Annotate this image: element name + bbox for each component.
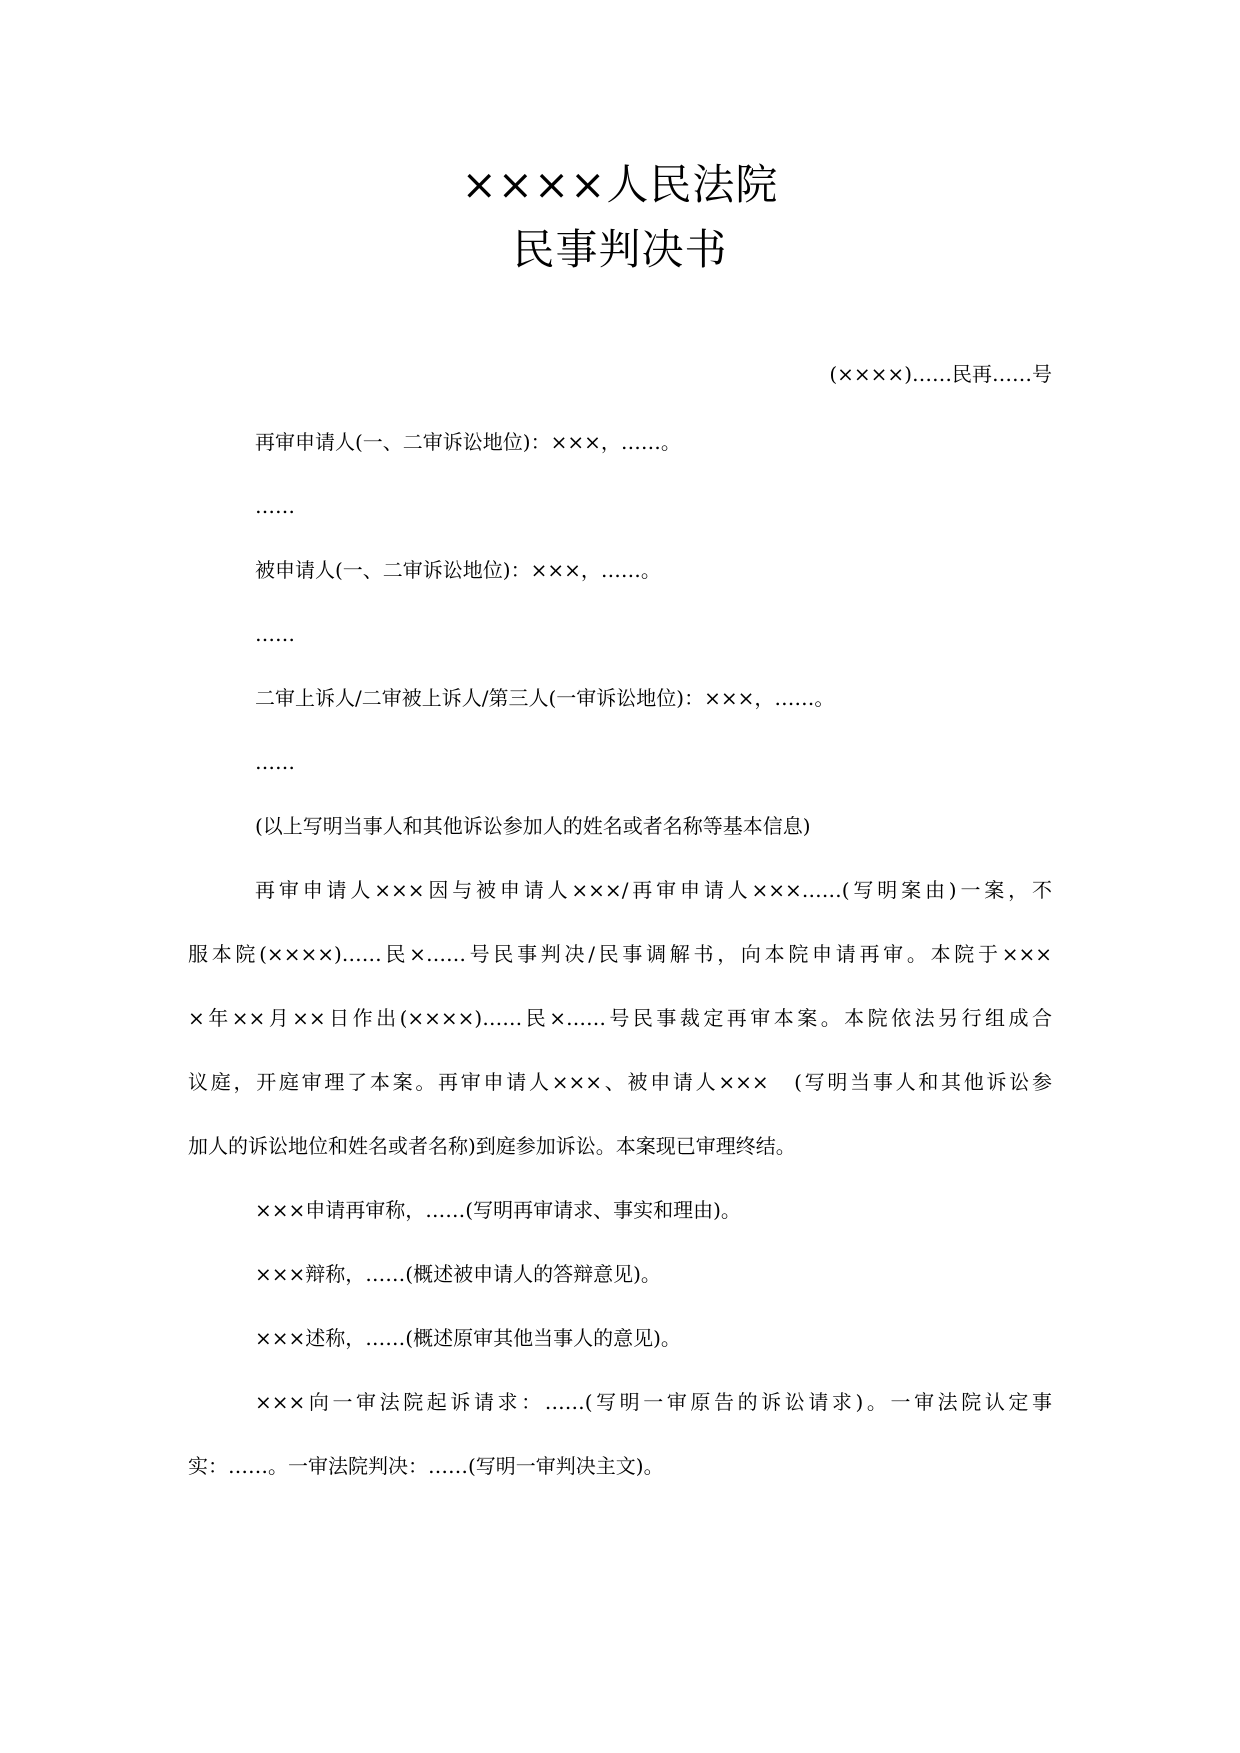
- first-instance-line: ×××向一审法院起诉请求：……(写明一审原告的诉讼请求)。一审法院认定事: [255, 1390, 1052, 1414]
- case-paragraph-line: 议庭，开庭审理了本案。再审申请人×××、被申请人××× (写明当事人和其他诉讼参: [188, 1070, 1052, 1094]
- court-name: ××××人民法院: [461, 160, 779, 209]
- ellipsis-line: ……: [255, 622, 295, 646]
- claim-applicant: ×××申请再审称，……(写明再审请求、事实和理由)。: [255, 1198, 741, 1222]
- case-paragraph-line: 服本院(××××)……民×……号民事判决/民事调解书，向本院申请再审。本院于×××: [188, 942, 1052, 966]
- first-instance-line: 实：……。一审法院判决：……(写明一审判决主文)。: [188, 1454, 664, 1478]
- party-respondent: 被申请人(一、二审诉讼地位)：×××，……。: [255, 558, 661, 582]
- case-number: (××××)……民再……号: [829, 362, 1052, 386]
- claim-defense: ×××辩称，……(概述被申请人的答辩意见)。: [255, 1262, 661, 1286]
- case-paragraph-line: 加人的诉讼地位和姓名或者名称)到庭参加诉讼。本案现已审理终结。: [188, 1134, 796, 1158]
- case-paragraph-line: 再审申请人×××因与被申请人×××/再审申请人×××……(写明案由)一案，不: [255, 878, 1052, 902]
- parties-note: (以上写明当事人和其他诉讼参加人的姓名或者名称等基本信息): [255, 814, 811, 838]
- party-other: 二审上诉人/二审被上诉人/第三人(一审诉讼地位)：×××，……。: [255, 686, 835, 710]
- ellipsis-line: ……: [255, 494, 295, 518]
- ellipsis-line: ……: [255, 750, 295, 774]
- document-title: 民事判决书: [512, 225, 728, 274]
- party-applicant: 再审申请人(一、二审诉讼地位)：×××，……。: [255, 430, 681, 454]
- case-paragraph-line: ×年××月××日作出(××××)……民×……号民事裁定再审本案。本院依法另行组成合: [188, 1006, 1052, 1030]
- claim-statement: ×××述称，……(概述原审其他当事人的意见)。: [255, 1326, 681, 1350]
